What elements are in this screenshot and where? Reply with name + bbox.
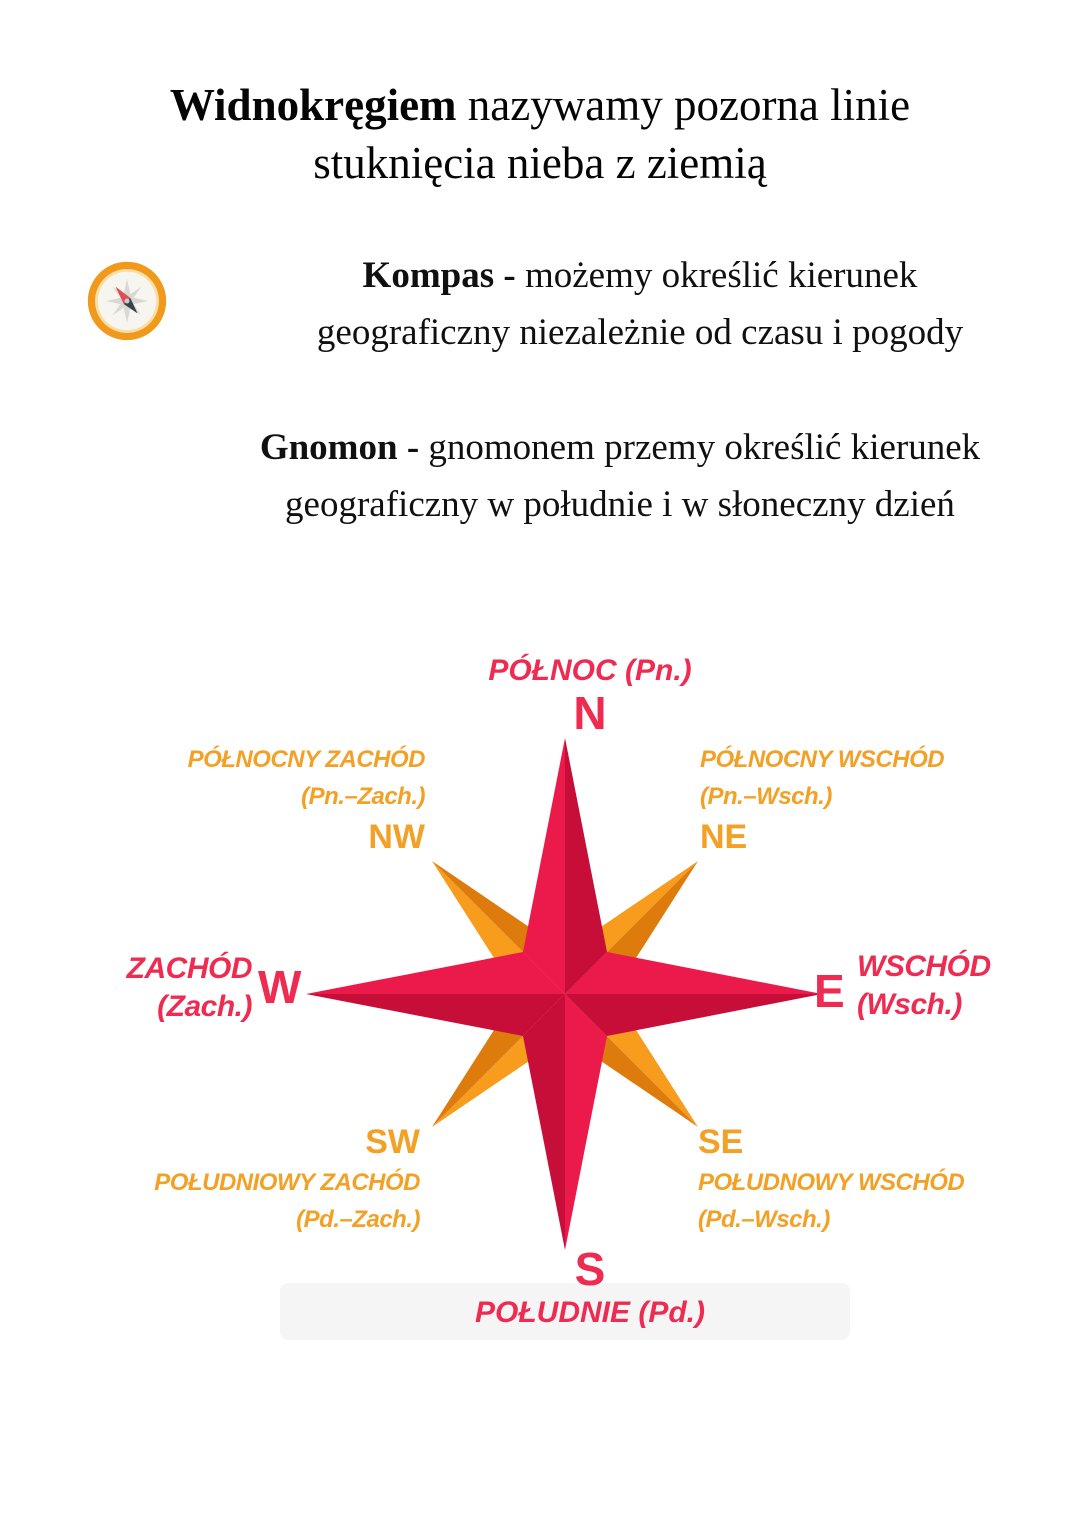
- label-east-name: WSCHÓD: [857, 950, 991, 983]
- compass-icon: [84, 256, 170, 344]
- gnomon-paragraph: [140, 419, 1080, 533]
- label-northeast: [700, 741, 944, 859]
- label-northwest-name: PÓŁNOCNY ZACHÓD: [187, 746, 425, 773]
- label-north-name: PÓŁNOC (Pn.): [488, 654, 692, 687]
- label-south-name: POŁUDNIE (Pd.): [475, 1296, 705, 1329]
- label-north-letter: N: [573, 687, 607, 739]
- kompas-line-1: Kompas - możemy określić kierunek: [362, 255, 918, 296]
- label-east-letter: E: [814, 965, 845, 1017]
- label-southeast-letter: SE: [698, 1123, 744, 1161]
- page-title: [0, 76, 1080, 192]
- kompas-term: Kompas -: [362, 255, 525, 296]
- compass-rose-diagram: [120, 620, 1060, 1340]
- label-west-name: ZACHÓD: [126, 952, 252, 985]
- gnomon-line-2: geograficzny w południe i w słoneczny dzień: [285, 484, 955, 525]
- gnomon-line-1: Gnomon - gnomonem przemy określić kierunek: [259, 427, 981, 468]
- kompas-paragraph: [200, 247, 1080, 361]
- label-southwest-letter: SW: [365, 1123, 420, 1161]
- label-southeast: [698, 1120, 964, 1238]
- label-west-sub: (Zach.): [157, 990, 252, 1023]
- label-northwest-sub: (Pn.–Zach.): [301, 783, 425, 810]
- label-northeast-sub: (Pn.–Wsch.): [700, 783, 832, 810]
- label-northwest-letter: NW: [368, 818, 425, 856]
- label-southeast-sub: (Pd.–Wsch.): [698, 1206, 830, 1233]
- label-east: [857, 948, 991, 1024]
- label-east-sub: (Wsch.): [857, 988, 962, 1021]
- label-northeast-name: PÓŁNOCNY WSCHÓD: [700, 746, 945, 773]
- label-southeast-name: POŁUDNOWY WSCHÓD: [698, 1169, 965, 1196]
- label-west: [127, 950, 252, 1026]
- label-southwest-sub: (Pd.–Zach.): [296, 1206, 420, 1233]
- title-line-1: Widnokręgiem nazywamy pozorna linie: [169, 80, 911, 130]
- title-line-2: stuknięcia nieba z ziemią: [313, 138, 767, 188]
- label-northwest: [188, 741, 425, 859]
- label-southwest-name: POŁUDNIOWY ZACHÓD: [154, 1169, 420, 1196]
- gnomon-term: Gnomon -: [259, 427, 429, 468]
- title-term: Widnokręgiem: [169, 80, 457, 130]
- label-northeast-letter: NE: [700, 818, 748, 856]
- kompas-line-2: geograficzny niezależnie od czasu i pogody: [316, 312, 964, 353]
- label-west-letter: W: [258, 961, 302, 1013]
- label-southwest: [154, 1120, 420, 1238]
- label-south-letter: S: [574, 1243, 606, 1295]
